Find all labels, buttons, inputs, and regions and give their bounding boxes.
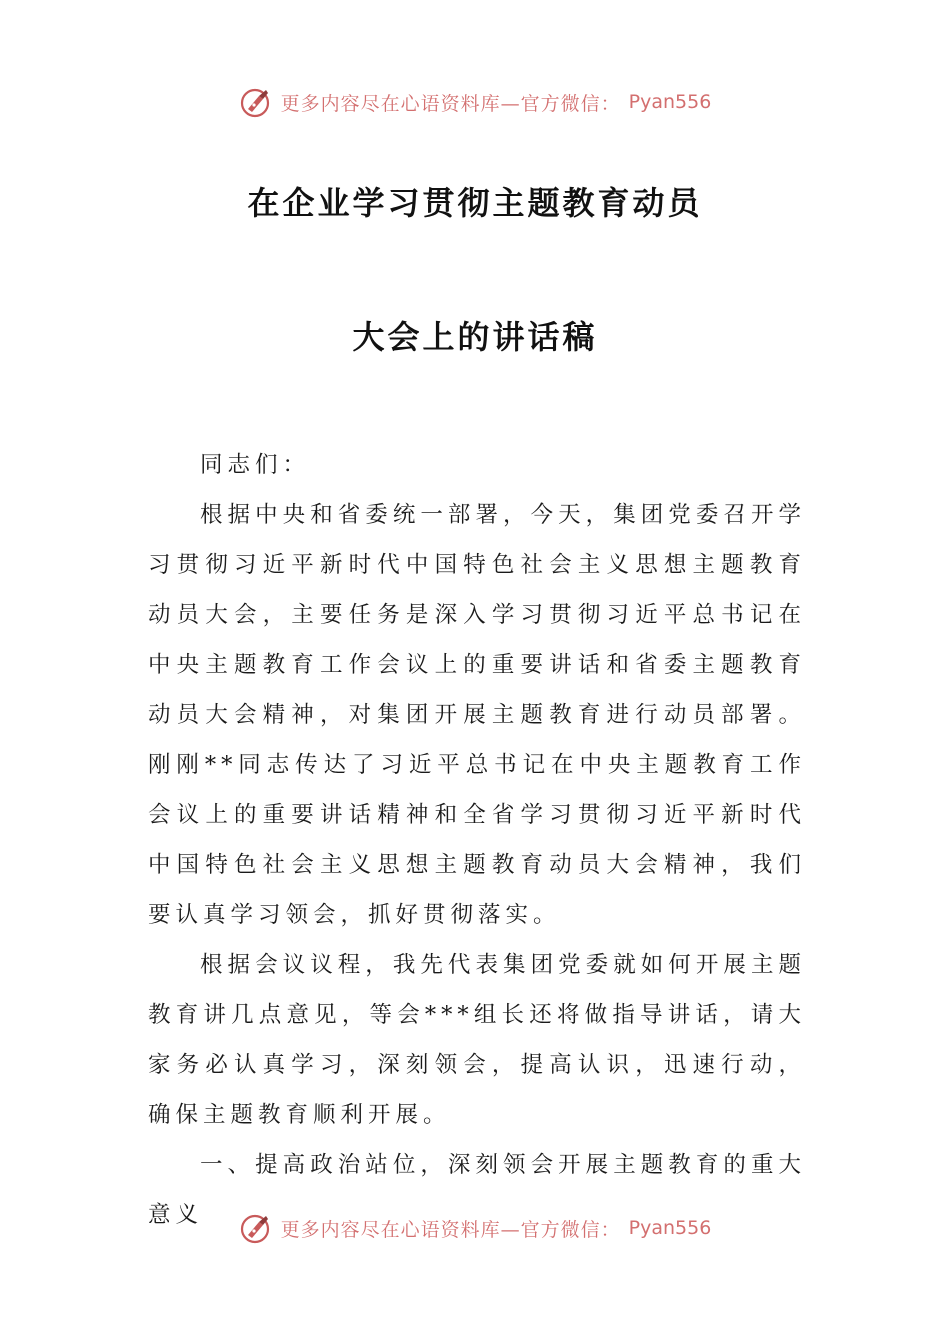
watermark-text: 更多内容尽在心语资料库—官方微信： (280, 1218, 621, 1241)
header-watermark (0, 82, 950, 122)
document-body (148, 440, 806, 1240)
pen-nib-circle-icon (239, 1211, 273, 1245)
salutation: 同志们： (200, 452, 311, 478)
watermark-brand: Pyan556 (628, 1217, 712, 1239)
document-title-line2: 大会上的讲话稿 (352, 318, 598, 356)
paragraph: 根据中央和省委统一部署，今天，集团党委召开学习贯彻习近平新时代中国特色社会主义思想主题教育动员大会，主要任务是深入学习贯彻习近平总书记在中央主题教育工作会议上的重要讲话和省委主题教育动员大会精神，对集团开展主题教育进行动员部署。刚刚**同志传达了习近平总书记在中央主题教育工作会议上的重要讲话精神和全省学习贯彻习近平新时代中国特色社会主义思想主题教育动员大会精神，我们要认真学习领会，抓好贯彻落实。 (148, 502, 806, 928)
watermark-brand: Pyan556 (628, 91, 712, 113)
watermark-text: 更多内容尽在心语资料库—官方微信： (280, 92, 621, 115)
document-title-line1: 在企业学习贯彻主题教育动员 (247, 184, 703, 222)
pen-nib-circle-icon (239, 85, 273, 119)
section-heading: 一、提高政治站位，深刻领会开展主题教育的重大意义 (148, 1152, 806, 1228)
footer-watermark (0, 1208, 950, 1248)
paragraph: 根据会议议程，我先代表集团党委就如何开展主题教育讲几点意见，等会***组长还将做指导讲话，请大家务必认真学习，深刻领会，提高认识，迅速行动，确保主题教育顺利开展。 (148, 952, 806, 1128)
